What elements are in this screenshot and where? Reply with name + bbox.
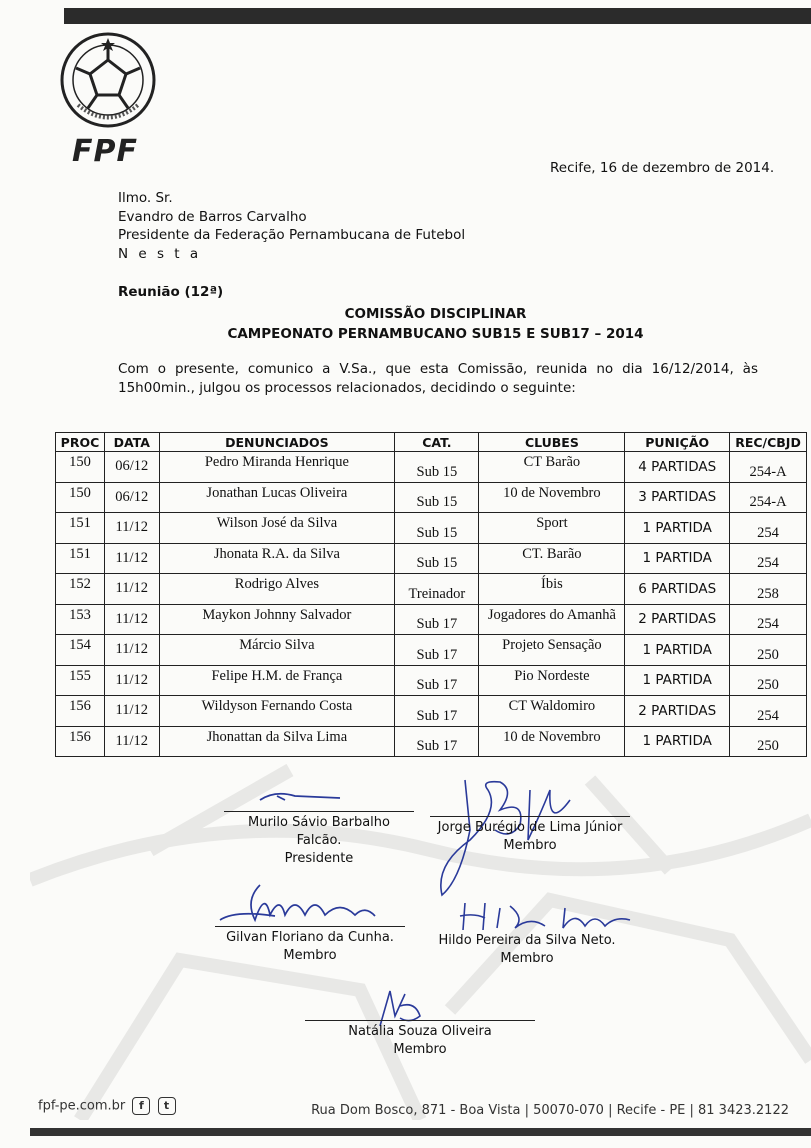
cell-proc: 151 — [56, 513, 105, 544]
cell-denunciado: Márcio Silva — [159, 635, 395, 666]
cell-clube: Sport — [479, 513, 625, 544]
signer-role: Membro — [283, 948, 337, 963]
signer-name: Hildo Pereira da Silva Neto. — [438, 933, 616, 948]
cell-cat: Sub 15 — [395, 543, 479, 574]
cell-punicao: 1 PARTIDA — [625, 543, 730, 574]
addressee-name: Evandro de Barros Carvalho — [118, 208, 307, 225]
cell-cat: Sub 17 — [395, 604, 479, 635]
cell-rec: 250 — [730, 635, 807, 666]
cell-denunciado: Wilson José da Silva — [159, 513, 395, 544]
header-denunciados: DENUNCIADOS — [159, 433, 395, 452]
table-row — [56, 665, 807, 696]
cell-proc: 153 — [56, 604, 105, 635]
signature-block-president — [224, 811, 414, 868]
signer-name: Natália Souza Oliveira — [348, 1024, 492, 1039]
cell-rec: 250 — [730, 726, 807, 757]
cell-rec: 250 — [730, 665, 807, 696]
cell-punicao: 1 PARTIDA — [625, 513, 730, 544]
signature-murilo — [255, 786, 345, 808]
cell-cat: Treinador — [395, 574, 479, 605]
background-ball-pattern — [30, 760, 811, 1120]
addressee-salutation: Ilmo. Sr. — [118, 190, 173, 206]
cell-proc: 150 — [56, 482, 105, 513]
header-punicao: PUNIÇÃO — [625, 433, 730, 452]
cell-proc: 151 — [56, 543, 105, 574]
cell-data: 11/12 — [104, 604, 159, 635]
signer-name: Jorge Burégio de Lima Júnior — [437, 820, 623, 835]
cell-data: 11/12 — [104, 543, 159, 574]
cell-clube: CT Barão — [479, 452, 625, 483]
document-title: COMISSÃO DISCIPLINAR — [344, 306, 527, 322]
cell-clube: CT Waldomiro — [479, 696, 625, 727]
signer-role: Presidente — [284, 851, 354, 866]
cell-punicao: 2 PARTIDAS — [625, 604, 730, 635]
intro-paragraph: Com o presente, comunico a V.Sa., que esta Comissão, reunida no dia 16/12/2014, às 15h00min., julgou os processos relacionados, decidindo o seguinte: — [118, 361, 758, 396]
cell-cat: Sub 17 — [395, 696, 479, 727]
cell-data: 11/12 — [104, 696, 159, 727]
cell-proc: 155 — [56, 665, 105, 696]
cell-data: 11/12 — [104, 574, 159, 605]
cell-clube: Jogadores do Amanhã — [479, 604, 625, 635]
cell-rec: 254 — [730, 543, 807, 574]
signature-block-hildo — [432, 930, 622, 968]
facebook-icon[interactable]: f — [132, 1097, 150, 1115]
table-row — [56, 726, 807, 757]
cell-clube: Íbis — [479, 574, 625, 605]
cell-rec: 254-A — [730, 452, 807, 483]
cell-clube: CT. Barão — [479, 543, 625, 574]
signer-role: Membro — [500, 951, 554, 966]
table-row — [56, 604, 807, 635]
signer-role: Membro — [503, 838, 557, 853]
cell-punicao: 1 PARTIDA — [625, 665, 730, 696]
cell-data: 06/12 — [104, 482, 159, 513]
cell-rec: 258 — [730, 574, 807, 605]
table-header-row — [56, 433, 807, 452]
addressee-title: Presidente da Federação Pernambucana de Futebol — [118, 227, 466, 243]
meeting-label: Reunião (12ª) — [118, 284, 224, 300]
table-row — [56, 574, 807, 605]
signature-block-natalia — [305, 1020, 535, 1059]
signer-name: Murilo Sávio Barbalho Falcão. — [248, 815, 390, 848]
cell-rec: 254-A — [730, 482, 807, 513]
table-row — [56, 513, 807, 544]
date-line: Recife, 16 de dezembro de 2014. — [550, 160, 775, 176]
cell-punicao: 2 PARTIDAS — [625, 696, 730, 727]
bottom-bar — [30, 1128, 811, 1136]
signer-name: Gilvan Floriano da Cunha. — [226, 930, 394, 945]
cell-cat: Sub 17 — [395, 635, 479, 666]
footer-website[interactable]: fpf-pe.com.br — [38, 1098, 126, 1114]
table-row — [56, 482, 807, 513]
cell-cat: Sub 15 — [395, 482, 479, 513]
cell-cat: Sub 17 — [395, 726, 479, 757]
cell-clube: 10 de Novembro — [479, 726, 625, 757]
addressee-block — [118, 189, 465, 263]
cell-data: 11/12 — [104, 665, 159, 696]
table-row — [56, 635, 807, 666]
logo-wordmark: FPF — [72, 134, 138, 169]
cell-denunciado: Jhonata R.A. da Silva — [159, 543, 395, 574]
cell-denunciado: Jonathan Lucas Oliveira — [159, 482, 395, 513]
header-cat: CAT. — [395, 433, 479, 452]
cell-punicao: 6 PARTIDAS — [625, 574, 730, 605]
table-row — [56, 696, 807, 727]
cell-data: 11/12 — [104, 635, 159, 666]
cell-cat: Sub 15 — [395, 452, 479, 483]
document-subtitle: CAMPEONATO PERNAMBUCANO SUB15 E SUB17 – 2014 — [227, 326, 644, 342]
cell-punicao: 1 PARTIDA — [625, 726, 730, 757]
signature-block-gilvan — [215, 926, 405, 965]
signature-block-jorge — [430, 816, 630, 855]
cell-proc: 152 — [56, 574, 105, 605]
cell-denunciado: Felipe H.M. de França — [159, 665, 395, 696]
cell-punicao: 3 PARTIDAS — [625, 482, 730, 513]
top-bar — [64, 8, 811, 24]
fpf-logo — [58, 30, 158, 169]
cell-clube: 10 de Novembro — [479, 482, 625, 513]
cell-rec: 254 — [730, 513, 807, 544]
cell-proc: 154 — [56, 635, 105, 666]
cell-denunciado: Wildyson Fernando Costa — [159, 696, 395, 727]
cell-cat: Sub 17 — [395, 665, 479, 696]
cell-data: 11/12 — [104, 726, 159, 757]
signature-gilvan — [215, 880, 385, 930]
footer-website-block — [38, 1097, 176, 1115]
cell-data: 11/12 — [104, 513, 159, 544]
cell-data: 06/12 — [104, 452, 159, 483]
header-clubes: CLUBES — [479, 433, 625, 452]
twitter-icon[interactable]: t — [158, 1097, 176, 1115]
footer-address: Rua Dom Bosco, 871 - Boa Vista | 50070-070 | Recife - PE | 81 3423.2122 — [311, 1103, 789, 1118]
cell-denunciado: Maykon Johnny Salvador — [159, 604, 395, 635]
cell-clube: Pio Nordeste — [479, 665, 625, 696]
cell-rec: 254 — [730, 604, 807, 635]
cell-punicao: 1 PARTIDA — [625, 635, 730, 666]
table-row — [56, 452, 807, 483]
cell-cat: Sub 15 — [395, 513, 479, 544]
cell-clube: Projeto Sensação — [479, 635, 625, 666]
ball-emblem-icon — [58, 30, 158, 130]
cell-punicao: 4 PARTIDAS — [625, 452, 730, 483]
cell-rec: 254 — [730, 696, 807, 727]
header-proc: PROC — [56, 433, 105, 452]
judgment-table — [55, 432, 807, 757]
addressee-nesta: N e s t a — [118, 245, 202, 262]
table-row — [56, 543, 807, 574]
header-rec: REC/CBJD — [730, 433, 807, 452]
cell-denunciado: Rodrigo Alves — [159, 574, 395, 605]
signer-role: Membro — [393, 1042, 447, 1057]
cell-denunciado: Pedro Miranda Henrique — [159, 452, 395, 483]
cell-proc: 156 — [56, 726, 105, 757]
cell-proc: 150 — [56, 452, 105, 483]
cell-proc: 156 — [56, 696, 105, 727]
cell-denunciado: Jhonattan da Silva Lima — [159, 726, 395, 757]
header-data: DATA — [104, 433, 159, 452]
